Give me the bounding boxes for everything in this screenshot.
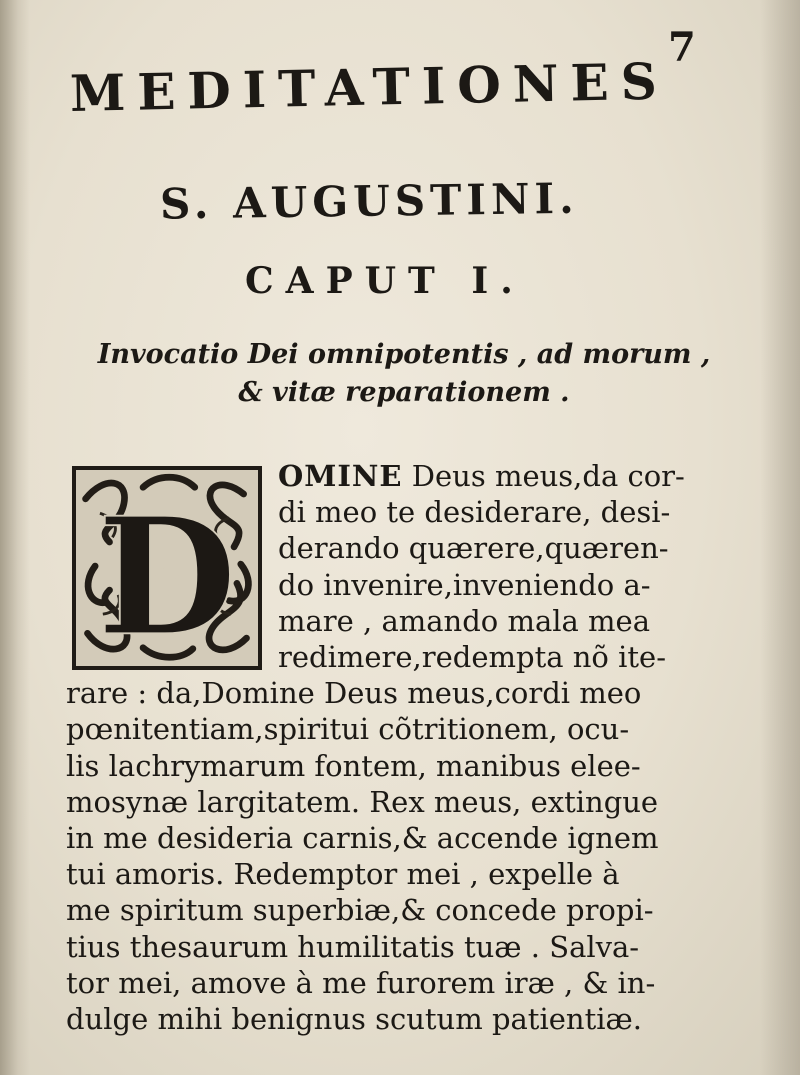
initial-letter: D xyxy=(97,483,237,666)
page-number: 7 xyxy=(668,24,696,71)
text-line: me spiritum superbiæ,& concede propi- xyxy=(66,893,654,928)
text-line: OMINE Deus meus,da cor- xyxy=(278,459,685,493)
text-line: di meo te desiderare, desi- xyxy=(278,495,671,530)
text-line: pœnitentiam,spiritui cõtritionem, ocu- xyxy=(66,712,630,747)
page-subtitle: S. AUGUSTINI. xyxy=(159,173,580,229)
text-line: mosynæ largitatem. Rex meus, extingue xyxy=(66,784,659,819)
text-line: rare : da,Domine Deus meus,cordi meo xyxy=(66,676,642,711)
argument-line: & vitæ reparationem . xyxy=(238,377,570,408)
text-line: in me desideria carnis,& accende ignem xyxy=(66,821,659,856)
text-line: mare , amando mala mea xyxy=(278,603,650,638)
text-line: lis lachrymarum fontem, manibus elee- xyxy=(66,748,641,783)
text-line: dulge mihi benignus scutum patientiæ. xyxy=(66,1002,642,1037)
page-edge-shadow xyxy=(760,0,800,1075)
gutter-shadow xyxy=(0,0,30,1075)
text-line: tor mei, amove à me furorem iræ , & in- xyxy=(66,965,656,1000)
argument-line: Invocatio Dei omnipotentis , ad morum , xyxy=(97,339,711,370)
text-line: redimere,redempta nõ ite- xyxy=(278,640,666,675)
text-line: tui amoris. Redemptor mei , expelle à xyxy=(66,857,620,892)
text-line: do invenire,inveniendo a- xyxy=(278,567,651,602)
text-line: tius thesaurum humilitatis tuæ . Salva- xyxy=(66,929,640,964)
chapter-heading: CAPUT I. xyxy=(245,260,525,302)
page-title: MEDITATIONES xyxy=(69,51,670,123)
lead-capitals: OMINE xyxy=(278,459,403,493)
body-text xyxy=(66,458,742,1037)
chapter-argument xyxy=(74,336,734,412)
text-line: derando quærere,quæren- xyxy=(278,531,669,566)
